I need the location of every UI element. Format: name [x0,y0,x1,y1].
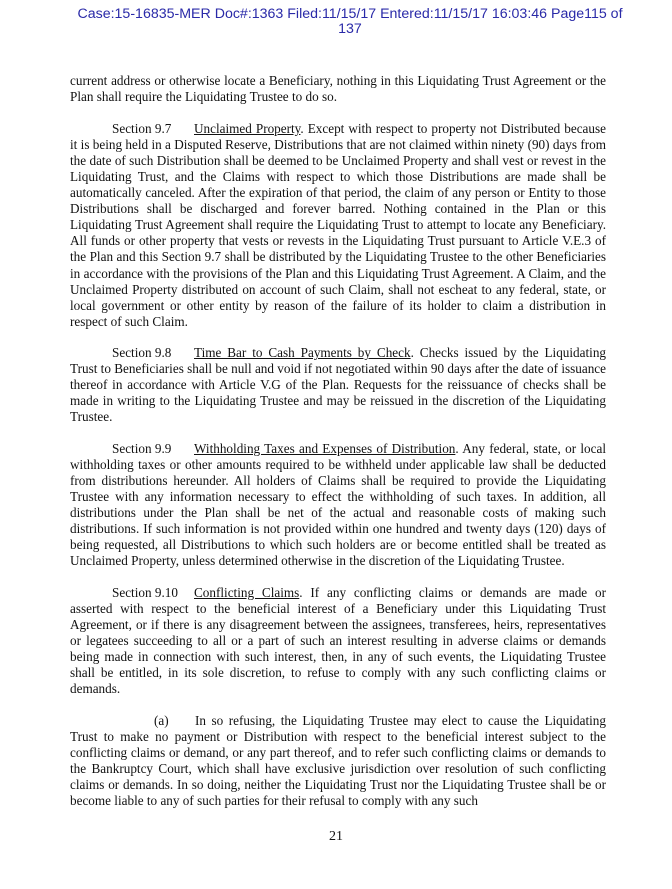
section-text: . Any federal, state, or local withholding taxes or other amounts required to be withheld under applicable law shall be deducted from distributions hereunder. All holders of Claims shall be required to provide the Liquidating Trustee with any information necessary to effect the withholding of such taxes. In addition, all distributions under the Plan shall be net of the actual and reasonable costs of making such distributions. If such information is not provided within one hundred and twenty days (120) days of being requested, all Distributions to which such holders are or become entitled shall be treated as Unclaimed Property, unless determined otherwise in the discretion of the Liquidating Trustee. [70,441,606,569]
section-9-9 [70,441,606,569]
section-9-8 [70,345,606,425]
section-title: Withholding Taxes and Expenses of Distribution [194,441,456,457]
section-number: Section 9.9 [112,441,172,457]
section-title: Unclaimed Property [194,121,301,137]
section-text: . Checks issued by the Liquidating Trust to Beneficiaries shall be null and void if not negotiated within 90 days after the date of issuance thereof in accordance with Article V.G of the Plan. Requests for the reissuance of checks shall be made in writing to the Liquidating Trustee and may be reissued in the discretion of the Liquidating Trustee. [70,345,607,425]
section-number: Section 9.8 [112,345,172,361]
document-body [70,73,606,825]
stamp-line-1: Case:15-16835-MER Doc#:1363 Filed:11/15/17 Entered:11/15/17 16:03:46 Page115 of [77,6,623,22]
section-text: . If any conflicting claims or demands are made or asserted with respect to the beneficial interest of a Beneficiary under this Liquidating Trust Agreement, or if there is any disagreement between the assignees, transferees, heirs, representatives or legatees succeeding to all or a part of such an interest resulting in adverse claims or demands being made in connection with such interest, then, in any of such events, the Liquidating Trustee shall be entitled, in its sole discretion, to refuse to comply with any such conflicting claims or demands. [70,585,606,697]
section-9-7 [70,121,606,330]
section-title: Time Bar to Cash Payments by Check [194,345,411,361]
subsection-a [70,713,606,809]
section-number: Section 9.7 [112,121,172,137]
page-number: 21 [329,829,343,844]
section-text: . Except with respect to property not Distributed because it is being held in a Disputed Reserve, Distributions that are not claimed within ninety (90) days from the date of such Distribution shall be deemed to be Unclaimed Property and shall vest or revest in the Liquidating Trust, and the Claims with respect to which those Distributions are made shall be automatically canceled. After the expiration of that period, the claim of any person or Entity to those Distributions shall be discharged and forever barred. Nothing contained in the Plan or this Liquidating Trust Agreement shall require the Liquidating Trust to attempt to locate any Beneficiary. All funds or other property that vests or revests in the Liquidating Trust pursuant to Article V.E.3 of the Plan and this Section 9.7 shall be distributed by the Liquidating Trustee to the other Beneficiaries in accordance with the provisions of the Plan and this Liquidating Trust Agreement. A Claim, and the Unclaimed Property distributed on account of such Claim, shall not escheat to any federal, state, or local government or other entity by reason of the failure of its holder to claim a distribution in respect of such Claim. [70,121,606,329]
court-filing-stamp [40,7,660,37]
section-title: Conflicting Claims [194,585,300,601]
subsection-text: In so refusing, the Liquidating Trustee may elect to cause the Liquidating Trust to make no payment or Distribution with respect to the beneficial interest subject to the conflicting claims or demand, or any part thereof, and to refer such conflicting claims or demands to the Bankruptcy Court, which shall have exclusive jurisdiction over resolution of such conflicting claims or demands. In so doing, neither the Liquidating Trust nor the Liquidating Trustee shall be or become liable to any of such parties for their refusal to comply with any such [70,713,606,809]
stamp-line-2: 137 [338,21,362,37]
section-9-10 [70,585,606,697]
continuation-paragraph: current address or otherwise locate a Beneficiary, nothing in this Liquidating Trust Agreement or the Plan shall require the Liquidating Trustee to do so. [70,73,606,105]
subsection-label: (a) [154,713,169,729]
section-number: Section 9.10 [112,585,178,601]
